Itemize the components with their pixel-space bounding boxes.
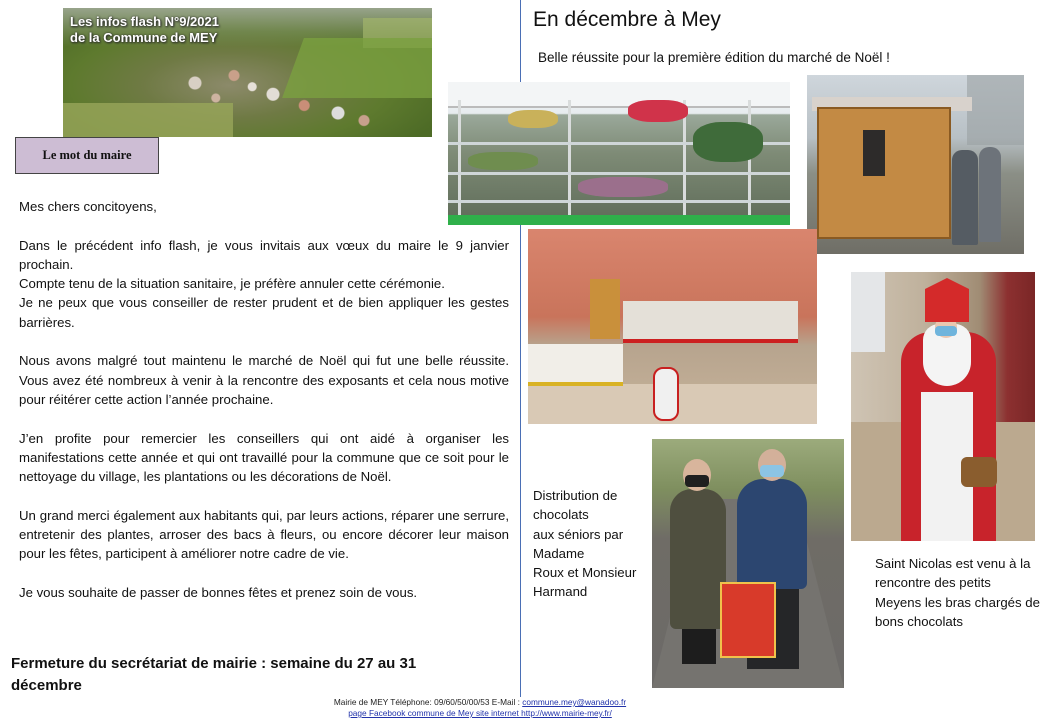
footer-web-link[interactable]: page Facebook commune de Mey site internet http://www.mairie-mey.fr/ [348,708,612,718]
letter-closing-wish: Je vous souhaite de passer de bonnes fêtes et prenez soin de vous. [19,584,418,600]
letter-paragraph: Je ne peux que vous conseiller de rester prudent et de bien appliquer les gestes barrières. [19,295,509,330]
section-title: En décembre à Mey [533,8,721,31]
secretariat-closure-notice: Fermeture du secrétariat de mairie : semaine du 27 au 31 décembre [11,655,417,694]
saint-nicolas-caption: Saint Nicolas est venu à la rencontre des petits Meyens les bras chargés de bons chocolats [875,556,1040,629]
mayor-letter [19,197,509,622]
letter-paragraph: Dans le précédent info flash, je vous invitais aux vœux du maire le 9 janvier prochain. [19,237,509,272]
letter-paragraph: Compte tenu de la situation sanitaire, je préfère annuler cette cérémonie. [19,276,445,292]
mot-du-maire-label: Le mot du maire [15,137,159,174]
letter-paragraph: Nous avons malgré tout maintenu le marché de Noël qui fut une belle réussite. Vous avez été nombreux à venir à la rencontre des exposants et cela nous motive pour réitérer cette action l’année prochaine. [19,353,509,407]
newsletter-title-line2: de la Commune de MEY [70,30,218,45]
indoor-market-photo [528,229,817,424]
chalet-stand-photo [807,75,1024,254]
letter-paragraph: Un grand merci également aux habitants qui, par leurs actions, réparer une serrure, entretenir des plantes, arroser des bacs à fleurs, ou encore décorer leur maison pour les fêtes, participent à améliorer notre cadre de vie. [19,507,509,562]
newsletter-title [70,14,219,46]
footer-contact-text: Mairie de MEY Téléphone: 09/60/50/00/53 E-Mail : [333,697,523,707]
letter-paragraph: J’en profite pour remercier les conseillers qui ont aidé à organiser les manifestations cette année et qui ont travaillé pour la commune que ce soit pour le nettoyage du village, les plantations ou les décorations de Noël. [19,430,509,485]
market-stall-photo [448,82,790,225]
newsletter-title-line1: Les infos flash N°9/2021 [70,14,219,29]
footer-email-link[interactable]: commune.mey@wanadoo.fr [522,697,627,707]
chocolate-distribution-photo [652,439,844,688]
header-aerial-photo [63,8,432,137]
chocolate-caption: Distribution de chocolats aux séniors par Madame Roux et Monsieur Harmand [533,488,637,600]
saint-nicolas-photo [851,272,1035,541]
letter-greeting: Mes chers concitoyens, [19,199,157,214]
footer-contact [300,697,660,719]
section-subtitle: Belle réussite pour la première édition du marché de Noël ! [538,50,890,65]
